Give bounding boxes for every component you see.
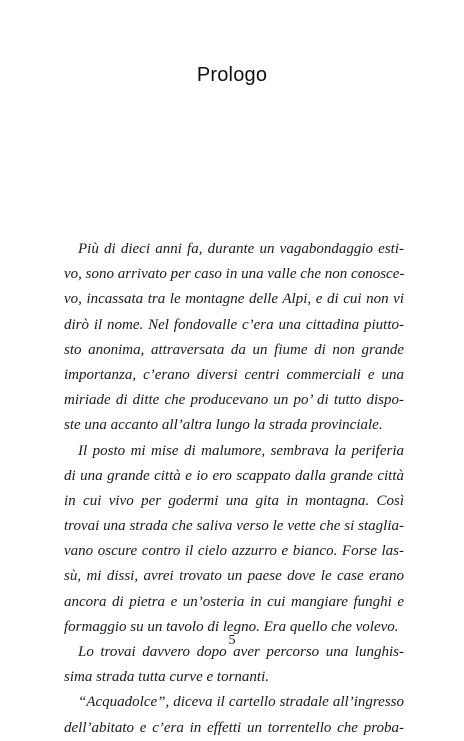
text-line: sima strada tutta curve e tornanti. [64,669,269,686]
text-line: dell’abitato e c’era in effetti un torrentello che proba- [64,719,404,736]
text-line: vo, incassata tra le montagne delle Alpi, e di cui non vi [64,291,404,308]
text-line: di una grande città e io ero scappato dalla grande città [64,467,404,484]
text-line: Il posto mi mise di malumore, sembrava la periferia [78,442,404,459]
text-line: Più di dieci anni fa, durante un vagabondaggio esti- [78,241,404,257]
text-line: ancora di pietra e un’osteria in cui mangiare funghi e [64,593,404,610]
body-text [64,237,404,741]
text-line: importanza, c’erano diversi centri commerciali e una [64,366,404,383]
chapter-title: Prologo [196,64,268,86]
text-line: “Acquadolce”, diceva il cartello stradale all’ingresso [78,694,404,711]
text-line: miriade di ditte che producevano un po’ di tutto dispo- [64,392,404,409]
text-line: vo, sono arrivato per caso in una valle che non conosce- [64,266,405,283]
page-number: 5 [228,633,236,648]
text-line: sto anonima, attraversata da un fiume di non grande [64,341,404,358]
text-line: in cui vivo per godermi una gita in montagna. Così [64,492,404,509]
text-line: formaggio su un tavolo di legno. Era quello che volevo. [64,618,399,635]
text-line: trovai una strada che saliva verso le vette che si staglia- [64,518,404,535]
text-line: Lo trovai davvero dopo aver percorso una lunghis- [78,644,404,660]
text-line: ste una accanto all’altra lungo la strada provinciale. [64,417,383,434]
text-line: vano oscure contro il cielo azzurro e bianco. Forse las- [64,543,404,560]
text-line: sù, mi dissi, avrei trovato un paese dove le case erano [64,568,404,585]
text-line: dirò il nome. Nel fondovalle c’era una cittadina piutto- [64,316,404,333]
